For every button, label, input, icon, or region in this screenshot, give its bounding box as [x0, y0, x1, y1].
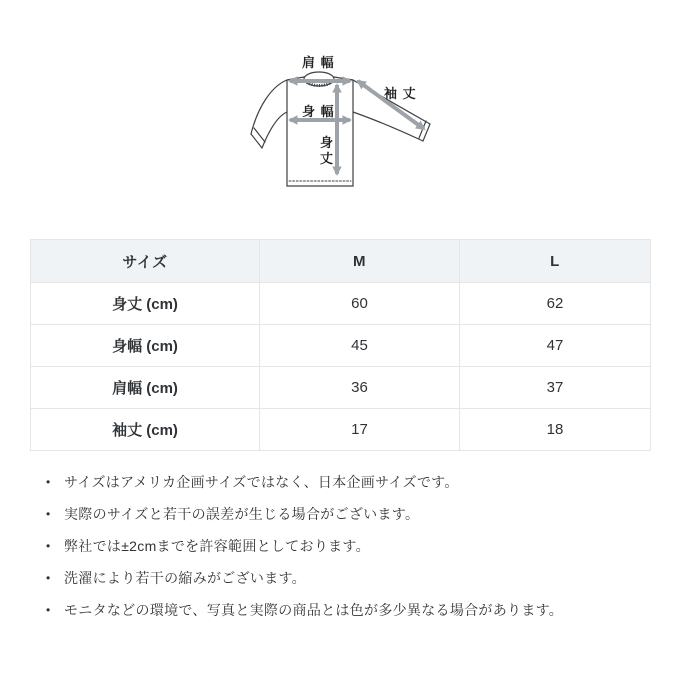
measurement-label: 身幅 (cm)	[31, 325, 260, 367]
note-text: モニタなどの環境で、写真と実際の商品とは色が多少異なる場合があります。	[64, 602, 564, 618]
measurement-value-l: 47	[460, 325, 651, 367]
table-header-row	[31, 240, 651, 283]
list-item	[46, 506, 646, 522]
body-length-label-top: 身	[320, 135, 335, 150]
torso-outline	[287, 77, 353, 186]
header-size: サイズ	[31, 240, 260, 283]
table-row	[31, 409, 651, 451]
header-m: M	[260, 240, 460, 283]
note-text: 洗濯により若干の縮みがございます。	[64, 570, 306, 586]
bullet-icon: •	[46, 475, 51, 489]
shirt-measurement-diagram	[230, 40, 450, 208]
measurement-value-m: 17	[260, 409, 460, 451]
left-sleeve-outline	[251, 80, 287, 148]
note-text: 実際のサイズと若干の誤差が生じる場合がございます。	[64, 506, 420, 522]
header-l: L	[460, 240, 651, 283]
sleeve-length-label: 袖 丈	[384, 86, 417, 101]
measurement-label: 肩幅 (cm)	[31, 367, 260, 409]
table-row	[31, 325, 651, 367]
measurement-value-l: 37	[460, 367, 651, 409]
list-item	[46, 602, 646, 618]
measurement-value-m: 45	[260, 325, 460, 367]
measurement-label: 身丈 (cm)	[31, 283, 260, 325]
size-chart-table	[30, 239, 651, 451]
list-item	[46, 538, 646, 554]
body-length-label-bottom: 丈	[320, 151, 335, 166]
measurement-value-m: 60	[260, 283, 460, 325]
size-table-section	[30, 239, 650, 451]
measurement-label: 袖丈 (cm)	[31, 409, 260, 451]
measurement-value-m: 36	[260, 367, 460, 409]
list-item	[46, 570, 646, 586]
bullet-icon: •	[46, 507, 51, 521]
table-row	[31, 367, 651, 409]
note-text: サイズはアメリカ企画サイズではなく、日本企画サイズです。	[64, 474, 459, 490]
shoulder-width-label: 肩 幅	[302, 55, 335, 70]
list-item	[46, 474, 646, 490]
bullet-icon: •	[46, 571, 51, 585]
bullet-icon: •	[46, 603, 51, 617]
table-row	[31, 283, 651, 325]
notes-list	[46, 474, 646, 634]
measurement-value-l: 18	[460, 409, 651, 451]
note-text: 弊社では±2cmまでを許容範囲としております。	[64, 538, 370, 554]
body-width-label: 身 幅	[302, 104, 335, 119]
measurement-value-l: 62	[460, 283, 651, 325]
bullet-icon: •	[46, 539, 51, 553]
